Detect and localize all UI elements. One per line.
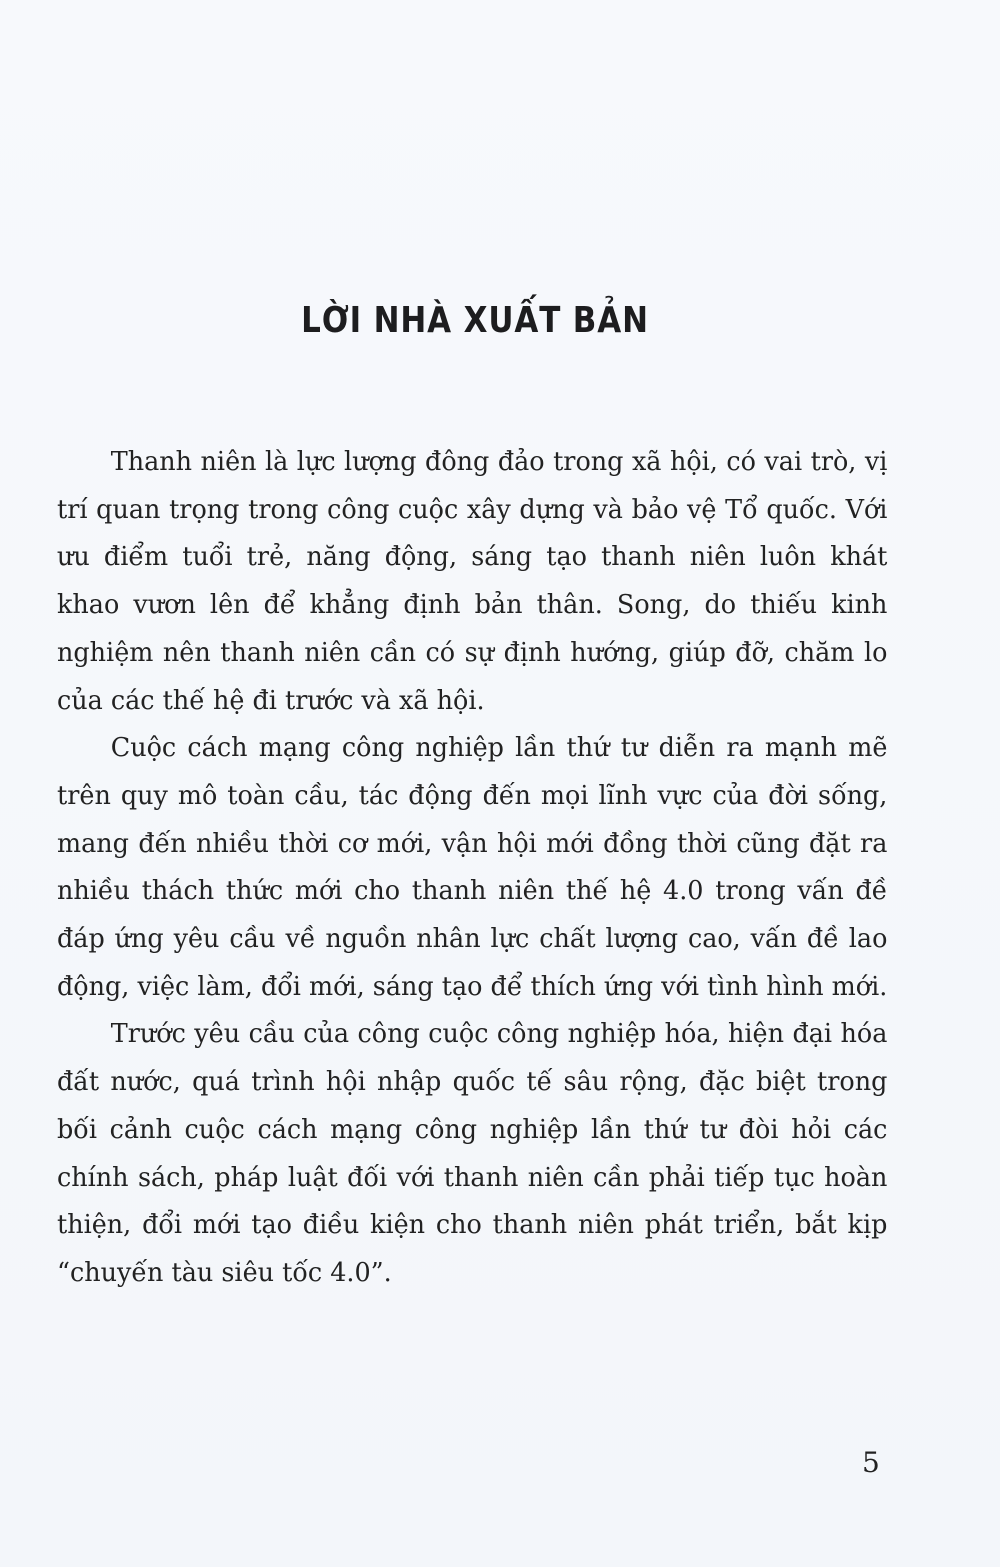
page-number: 5 — [862, 1446, 880, 1479]
paragraph-1: Thanh niên là lực lượng đông đảo trong xã hội, có vai trò, vị trí quan trọng trong công cuộc xây dựng và bảo vệ Tổ quốc. Với ưu điểm tuổi trẻ, năng động, sáng tạo thanh niên luôn khát khao vươn lên để khẳng định bản thân. Song, do thiếu kinh nghiệm nên thanh niên cần có sự định hướng, giúp đỡ, chăm lo của các thế hệ đi trước và xã hội. — [57, 446, 888, 716]
page-title: LỜI NHÀ XUẤT BẢN — [301, 300, 649, 341]
paragraph-2: Cuộc cách mạng công nghiệp lần thứ tư diễn ra mạnh mẽ trên quy mô toàn cầu, tác động đến mọi lĩnh vực của đời sống, mang đến nhiều thời cơ mới, vận hội mới đồng thời cũng đặt ra nhiều thách thức mới cho thanh niên thế hệ 4.0 trong vấn đề đáp ứng yêu cầu về nguồn nhân lực chất lượng cao, vấn đề lao động, việc làm, đổi mới, sáng tạo để thích ứng với tình hình mới. — [57, 732, 888, 1002]
body-text — [57, 438, 887, 1297]
paragraph-3: Trước yêu cầu của công cuộc công nghiệp hóa, hiện đại hóa đất nước, quá trình hội nhập quốc tế sâu rộng, đặc biệt trong bối cảnh cuộc cách mạng công nghiệp lần thứ tư đòi hỏi các chính sách, pháp luật đối với thanh niên cần phải tiếp tục hoàn thiện, đổi mới tạo điều kiện cho thanh niên phát triển, bắt kịp “chuyến tàu siêu tốc 4.0”. — [57, 1018, 888, 1288]
